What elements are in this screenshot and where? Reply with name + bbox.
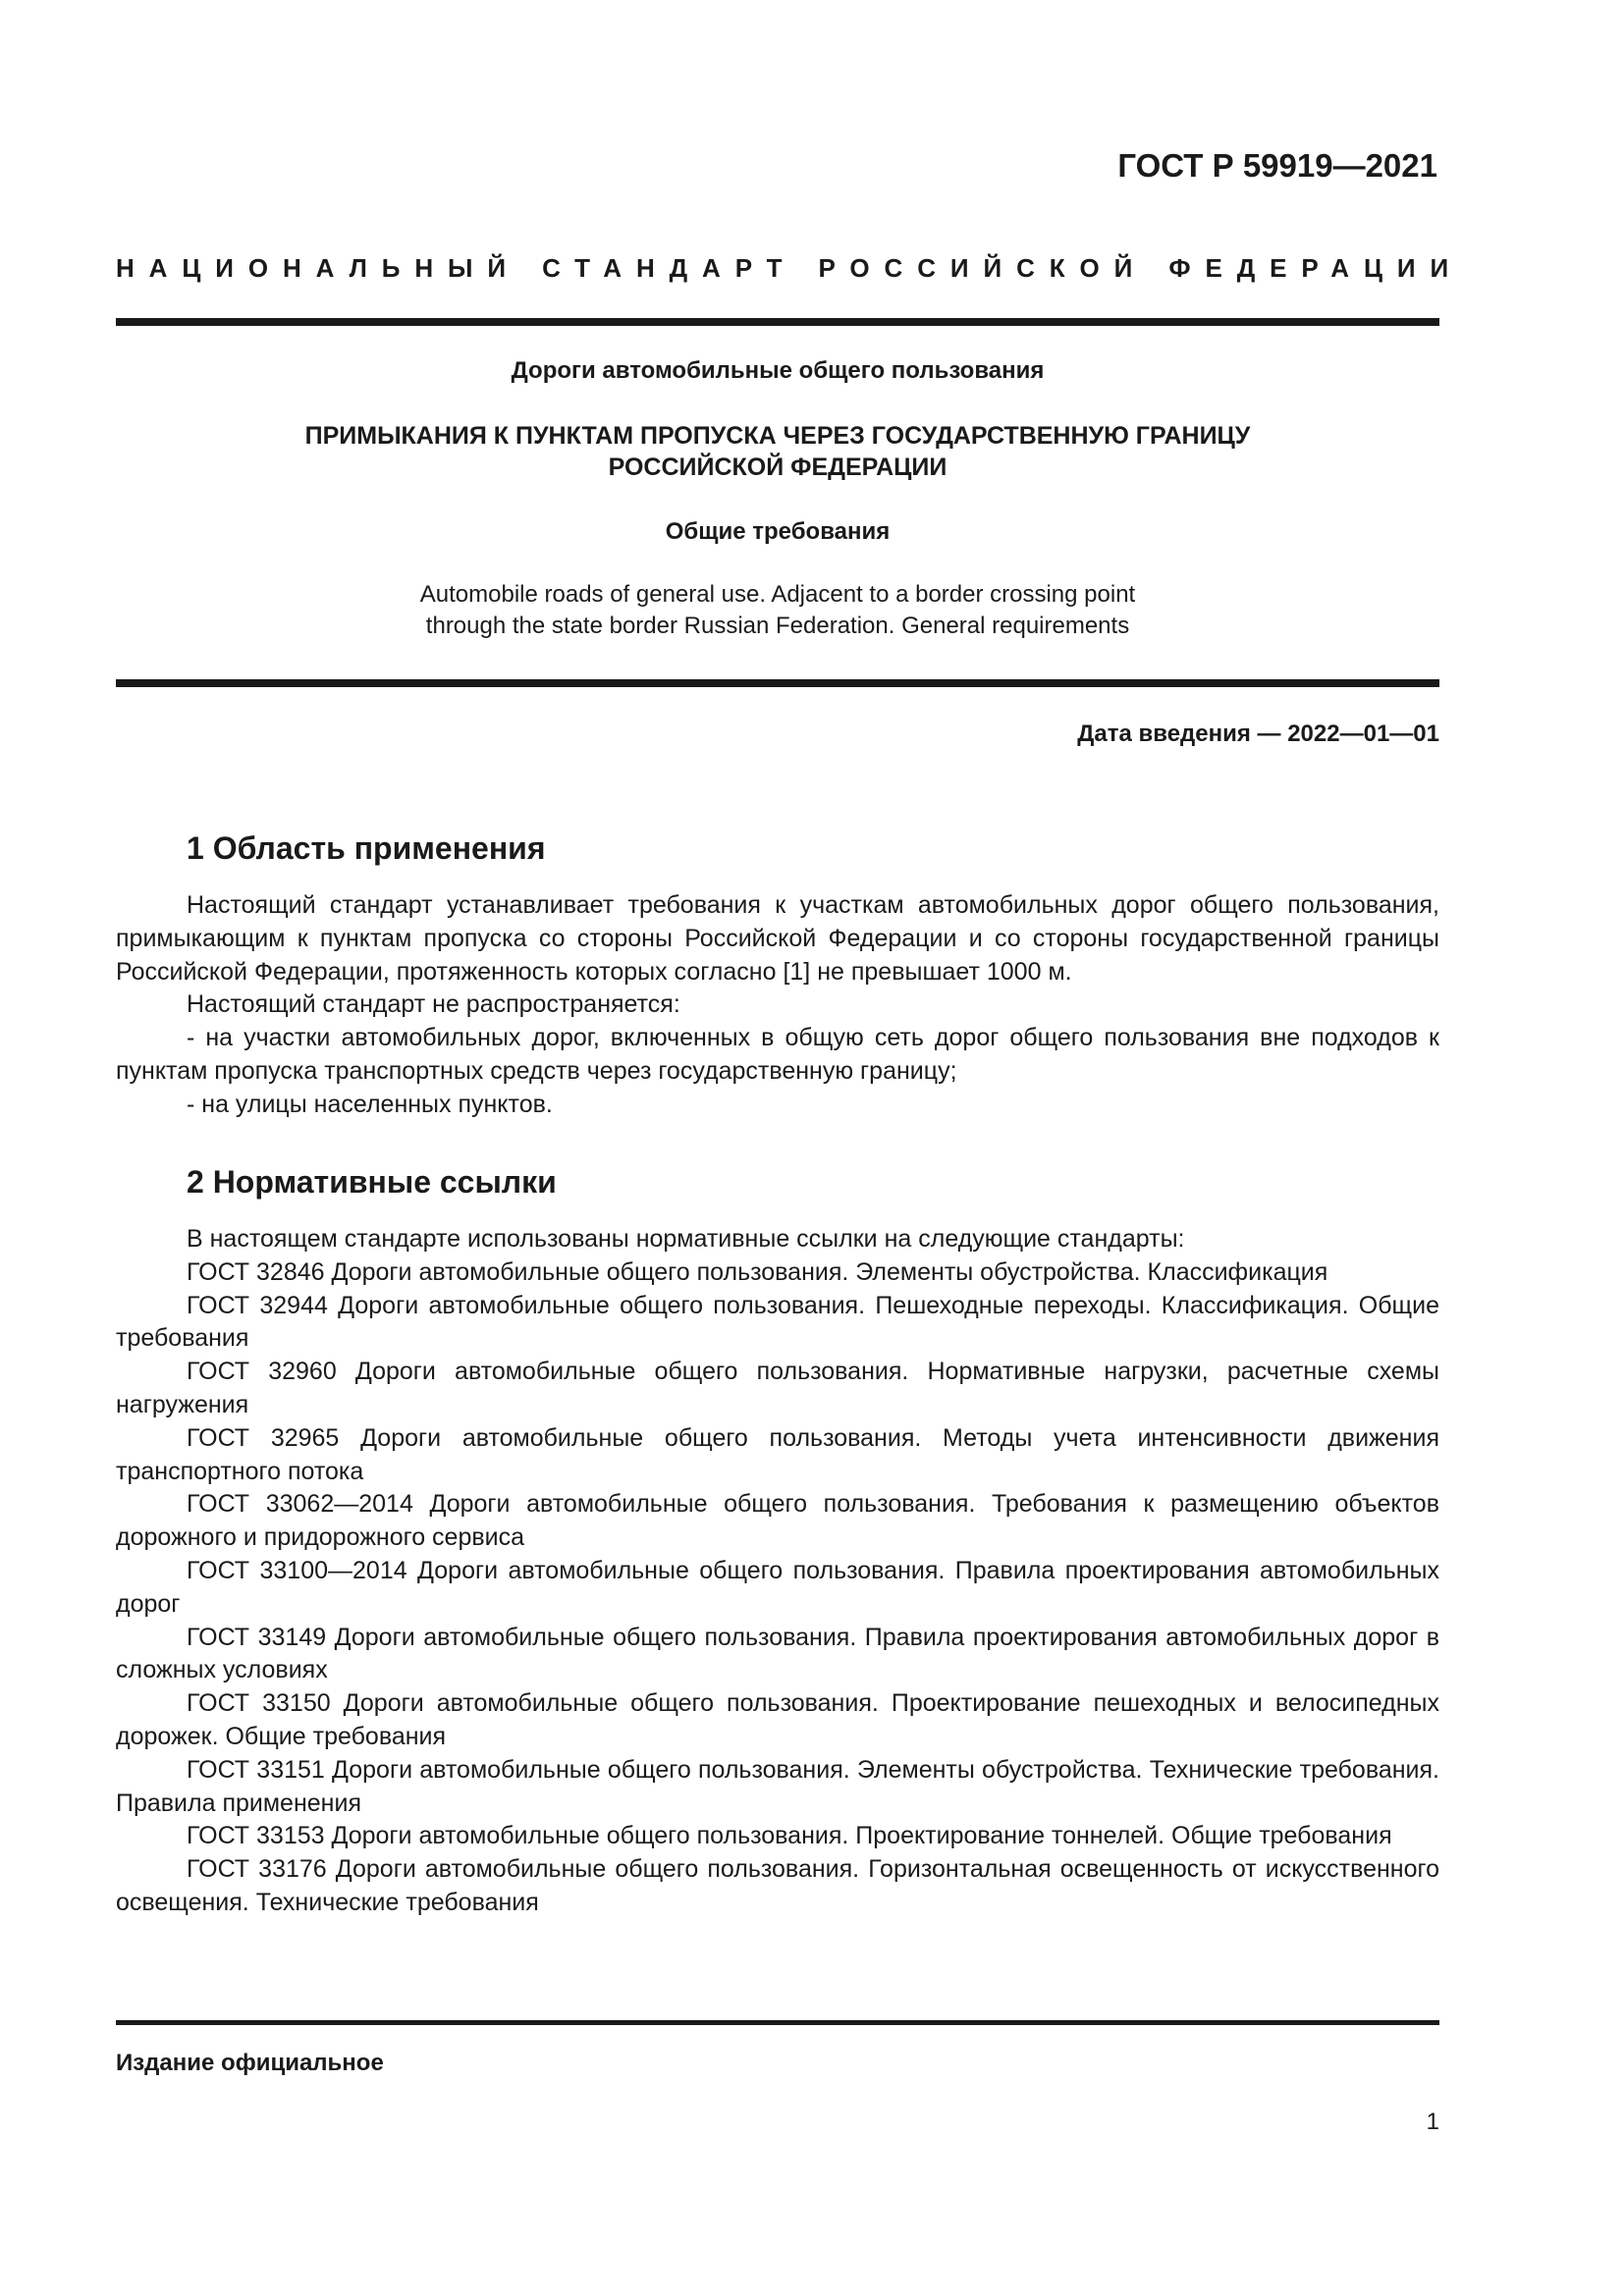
document-number: ГОСТ Р 59919—2021 [1117, 147, 1437, 184]
section-1-paragraph: - на улицы населенных пунктов. [187, 1090, 553, 1118]
main-title-text: ПРИМЫКАНИЯ К ПУНКТАМ ПРОПУСКА ЧЕРЕЗ ГОСУДАРСТВЕННУЮ ГРАНИЦУ РОССИЙСКОЙ ФЕДЕРАЦИИ [304, 422, 1251, 481]
section-1-paragraph: Настоящий стандарт устанавливает требования к участкам автомобильных дорог общего пользования, примыкающим к пунктам пропуска со стороны Российской Федерации и со стороны государственной границы Российской Федерации, протяженность которых согласно [1] не превышает 1000 м. [116, 891, 1439, 986]
footer-divider [116, 2020, 1439, 2025]
section-1-title: 1 Область применения [187, 830, 546, 866]
reference-item: ГОСТ 32965 Дороги автомобильные общего пользования. Методы учета интенсивности движения транспортного потока [116, 1423, 1439, 1485]
reference-item: ГОСТ 33151 Дороги автомобильные общего пользования. Элементы обустройства. Технические требования. Правила применения [116, 1755, 1439, 1817]
top-divider [116, 318, 1439, 326]
reference-item: ГОСТ 32846 Дороги автомобильные общего пользования. Элементы обустройства. Классификация [187, 1257, 1328, 1286]
title-divider [116, 679, 1439, 687]
official-edition-label: Издание официальное [116, 2050, 384, 2076]
document-subtitle: Дороги автомобильные общего пользования [511, 357, 1045, 384]
page-number: 1 [1426, 2109, 1439, 2135]
reference-item: ГОСТ 33176 Дороги автомобильные общего пользования. Горизонтальная освещенность от искусственного освещения. Технические требования [116, 1855, 1439, 1916]
reference-item: ГОСТ 33150 Дороги автомобильные общего пользования. Проектирование пешеходных и велосипедных дорожек. Общие требования [116, 1689, 1439, 1750]
english-title [116, 579, 1439, 642]
section-2-body [116, 1223, 1439, 1920]
english-title-text: Automobile roads of general use. Adjacent to a border crossing point through the state border Russian Federation. General requirements [419, 581, 1136, 639]
standard-type-heading: НАЦИОНАЛЬНЫЙ СТАНДАРТ РОССИЙСКОЙ ФЕДЕРАЦИИ [116, 253, 1464, 283]
reference-item: ГОСТ 33100—2014 Дороги автомобильные общего пользования. Правила проектирования автомобильных дорог [116, 1556, 1439, 1618]
reference-item: ГОСТ 32960 Дороги автомобильные общего пользования. Нормативные нагрузки, расчетные схемы нагружения [116, 1358, 1439, 1418]
reference-item: ГОСТ 33153 Дороги автомобильные общего пользования. Проектирование тоннелей. Общие требования [187, 1822, 1392, 1850]
section-1-paragraph: - на участки автомобильных дорог, включенных в общую сеть дорог общего пользования вне подходов к пунктам пропуска транспортных средств через государственную границу; [116, 1024, 1439, 1085]
section-1-body [116, 889, 1439, 1122]
reference-item: ГОСТ 32944 Дороги автомобильные общего пользования. Пешеходные переходы. Классификация. Общие требования [116, 1291, 1439, 1353]
document-main-title [116, 420, 1439, 483]
introduction-date: Дата введения — 2022—01—01 [1077, 721, 1439, 747]
section-2-title: 2 Нормативные ссылки [187, 1164, 557, 1200]
general-requirements-label: Общие требования [665, 518, 891, 545]
reference-item: ГОСТ 33062—2014 Дороги автомобильные общего пользования. Требования к размещению объектов дорожного и придорожного сервиса [116, 1490, 1439, 1552]
reference-item: ГОСТ 33149 Дороги автомобильные общего пользования. Правила проектирования автомобильных дорог в сложных условиях [116, 1623, 1439, 1684]
reference-item: В настоящем стандарте использованы нормативные ссылки на следующие стандарты: [187, 1225, 1185, 1253]
section-1-paragraph: Настоящий стандарт не распространяется: [187, 990, 680, 1019]
